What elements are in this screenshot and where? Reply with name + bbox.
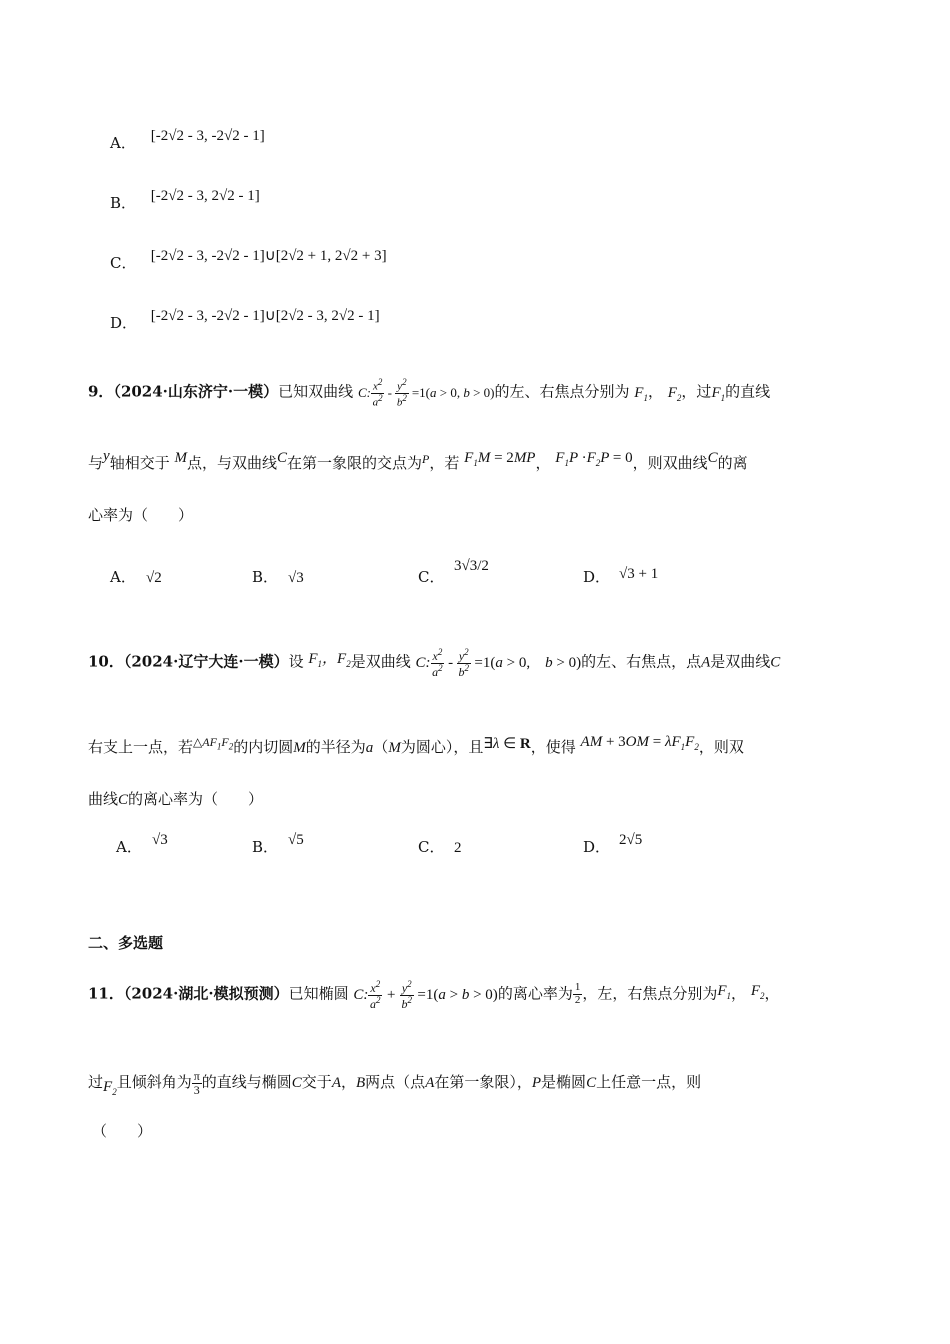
- question-source: （2024·湖北·模拟预测）: [123, 984, 289, 1003]
- formula-a: A: [701, 654, 711, 671]
- formula-c: C: [277, 450, 288, 466]
- text: ，: [731, 984, 747, 1003]
- q9-line-1: 9．（2024·山东济宁·一模）已知双曲线 C: $\frac{x^2}{a^2}$ - $\frac{y^2}{b^2}$ =1(a > 0, b > 0)的左、右焦点分别为 $F_1$， $F_2$，过$F_1$的直线: [88, 377, 771, 409]
- text: ，则双: [698, 738, 744, 756]
- q8-option-c[interactable]: [110, 248, 387, 273]
- formula-c: C: [291, 1075, 302, 1092]
- formula-c: C: [118, 792, 129, 808]
- text: 是双曲线: [710, 652, 771, 671]
- option-expression: √5: [288, 832, 304, 848]
- text: 的内切圆: [233, 738, 294, 756]
- q8-option-a[interactable]: [110, 128, 265, 153]
- formula-p: P: [531, 1075, 542, 1092]
- formula-pi-over-3: $\frac{\pi}{3}$: [193, 1069, 200, 1097]
- q10-option-b[interactable]: [252, 832, 304, 857]
- text: 的离心率为: [497, 984, 573, 1003]
- formula-triangle: △AF1F2: [193, 735, 234, 752]
- formula-exists-lambda: ∃λ ∈ R: [483, 736, 531, 752]
- option-expression: √3: [152, 832, 168, 848]
- text: ，则双曲线: [632, 454, 708, 472]
- formula-hyperbola: C: $\frac{x^2}{a^2}$ - $\frac{y^2}{b^2}$ =1(a > 0, b > 0): [415, 647, 582, 679]
- formula-vector-condition: AM + $3OM = \lambda F_1F_2$: [580, 734, 699, 752]
- option-label: A．: [116, 838, 142, 856]
- q8-option-d[interactable]: [110, 308, 380, 333]
- text: 交于: [301, 1073, 332, 1092]
- text: 为圆心），且: [400, 738, 484, 756]
- text: 的左、右焦点分别为: [494, 382, 630, 401]
- text: 上任意一点，则: [596, 1073, 702, 1092]
- option-expression: √3 + 1: [619, 566, 659, 582]
- text: （ ）: [92, 1122, 153, 1140]
- text: （: [373, 738, 389, 756]
- text: 且倾斜角为: [116, 1073, 192, 1092]
- q10-option-d[interactable]: [583, 832, 643, 857]
- text: 已知椭圆: [288, 984, 349, 1003]
- option-expression: 3√3/2: [454, 558, 489, 574]
- text: ，使得: [530, 738, 576, 756]
- text: 右支上一点，若: [88, 738, 194, 756]
- option-expression: 2√5: [619, 832, 643, 848]
- option-expression: [-2√2 - 3, 2√2 - 1]: [150, 188, 260, 204]
- q9-line-3: [88, 504, 193, 526]
- text: ，过: [681, 382, 712, 401]
- q9-option-b[interactable]: [252, 566, 304, 587]
- option-label: D．: [583, 838, 611, 856]
- text: 两点（点: [365, 1073, 426, 1092]
- q8-option-b[interactable]: [110, 188, 260, 213]
- formula-c: C: [707, 450, 718, 466]
- text: 是双曲线: [350, 652, 411, 671]
- text: ，: [764, 984, 780, 1003]
- text: 点，与双曲线: [186, 454, 277, 472]
- text: 的直线与椭圆: [201, 1073, 292, 1092]
- formula-f2: $F_2$: [667, 384, 682, 403]
- text: 已知双曲线: [278, 382, 354, 401]
- q11-line-3: [92, 1120, 152, 1142]
- option-label: B．: [252, 568, 279, 586]
- q9-option-c[interactable]: [418, 558, 489, 587]
- formula-a-b: A，B: [331, 1075, 366, 1092]
- text: 在第一象限的交点为: [287, 454, 423, 472]
- q11-line-1: [88, 980, 780, 1011]
- formula-f1: $F_1$: [711, 384, 726, 403]
- question-number: 11．: [88, 984, 124, 1003]
- text: 的离: [717, 454, 748, 472]
- option-expression: [-2√2 - 3, -2√2 - 1]: [150, 128, 265, 144]
- formula-condition-2: $F_1P \cdot F_2P = 0$: [555, 450, 633, 468]
- formula-f1-f2: $F_1$，$F_2$: [308, 650, 351, 669]
- formula-f2: $F_2$: [103, 1079, 117, 1098]
- option-expression: [-2√2 - 3, -2√2 - 1]∪[2√2 - 3, 2√2 - 1]: [150, 308, 380, 324]
- question-number: 9．: [88, 382, 114, 401]
- option-label: B．: [110, 194, 137, 212]
- option-label: D．: [110, 314, 138, 332]
- formula-one-half: $\frac{1}{2}$: [574, 981, 581, 1007]
- text: 的半径为: [305, 738, 366, 756]
- formula-m: M: [293, 740, 306, 756]
- option-label: A．: [110, 134, 136, 152]
- text: 曲线: [88, 790, 119, 808]
- section-title: 二、多选题: [88, 934, 164, 952]
- option-label: B．: [252, 838, 279, 856]
- text: 轴相交于: [109, 454, 170, 472]
- option-expression: √2: [146, 570, 162, 586]
- option-label: C．: [418, 568, 445, 586]
- formula-a: A: [425, 1075, 435, 1092]
- option-expression: [-2√2 - 3, -2√2 - 1]∪[2√2 + 1, 2√2 + 3]: [150, 248, 387, 264]
- q9-line-2: 与y轴相交于 M点，与双曲线C在第一象限的交点为$^P$，若 $F_1M = 2MP$， $F_1P \cdot F_2P = 0$，则双曲线C的离: [88, 448, 748, 472]
- formula-y: y: [103, 448, 110, 464]
- text: ，若: [429, 454, 460, 472]
- text: 在第一象限），: [434, 1073, 532, 1092]
- text: 的离心率为（ ）: [128, 790, 264, 808]
- formula-f2: $F_2$: [750, 982, 765, 1001]
- option-expression: √3: [288, 570, 304, 586]
- question-number: 10．: [88, 652, 124, 671]
- formula-m: M: [174, 450, 187, 466]
- q9-option-d[interactable]: [583, 566, 658, 587]
- option-label: A．: [110, 568, 136, 586]
- formula-c: C: [770, 654, 781, 671]
- formula-f1: $F_1$: [634, 384, 648, 403]
- text: 的左、右焦点，点: [581, 652, 702, 671]
- formula-a-lower: a: [365, 740, 374, 756]
- text: 与: [88, 454, 104, 472]
- formula-p: P: [422, 452, 430, 466]
- q10-option-a[interactable]: [116, 832, 168, 857]
- option-expression: 2: [454, 840, 462, 856]
- text: 设: [288, 652, 304, 671]
- question-source: （2024·辽宁大连·一模）: [123, 652, 289, 671]
- formula-condition-1: $F_1M = 2MP$: [464, 450, 536, 468]
- q10-option-c[interactable]: [418, 836, 462, 857]
- q11-line-2: [88, 1070, 701, 1099]
- q10-line-3: [88, 788, 263, 811]
- option-label: C．: [110, 254, 137, 272]
- text: 心率为（ ）: [88, 506, 194, 524]
- formula-m: M: [388, 740, 401, 756]
- q9-option-a[interactable]: [110, 566, 162, 587]
- option-label: C．: [418, 838, 445, 856]
- option-label: D．: [583, 568, 611, 586]
- text: ，左，右焦点分别为: [582, 984, 718, 1003]
- text: 的直线: [725, 382, 771, 401]
- text: 过: [88, 1073, 104, 1092]
- formula-ellipse: C: $\frac{x^2}{a^2}$ + $\frac{y^2}{b^2}$ =1(a > b > 0): [353, 979, 498, 1011]
- formula-c: C: [586, 1075, 597, 1092]
- question-source: （2024·山东济宁·一模）: [113, 382, 279, 401]
- text: 是椭圆: [541, 1073, 587, 1092]
- q10-line-1: [88, 648, 780, 679]
- formula-f1: $F_1$: [717, 982, 732, 1001]
- formula-hyperbola: C: $\frac{x^2}{a^2}$ - $\frac{y^2}{b^2}$ =1(a > 0, b > 0): [357, 377, 495, 409]
- q10-line-2: [88, 736, 744, 764]
